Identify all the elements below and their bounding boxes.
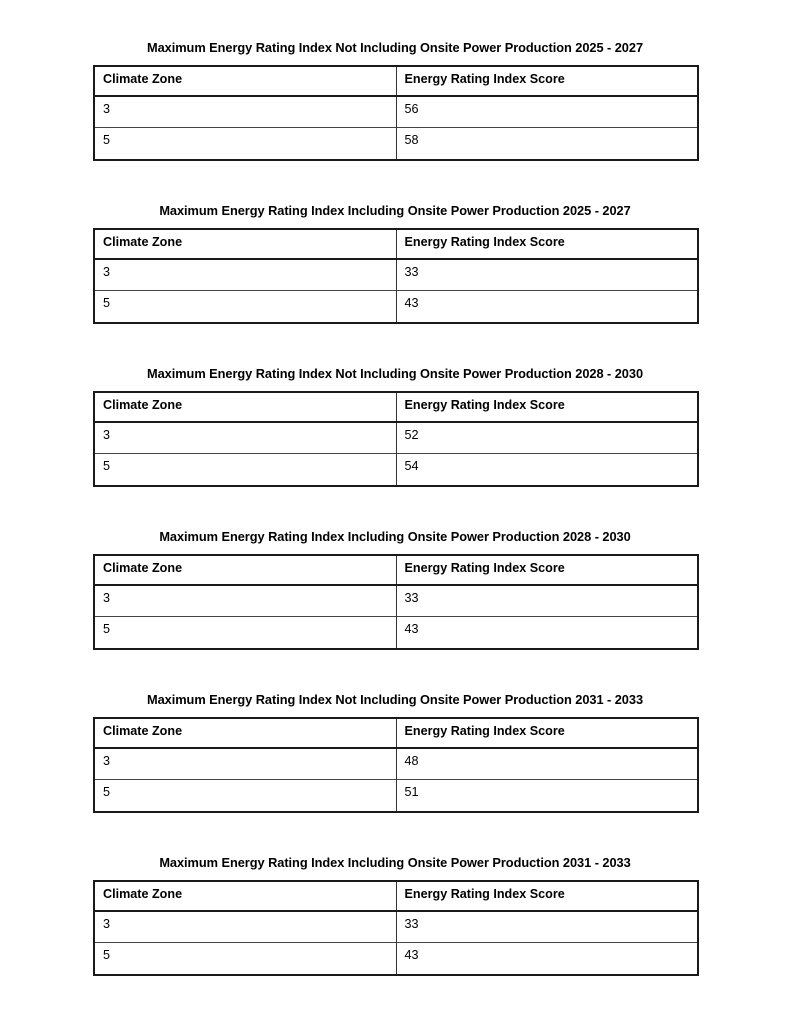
cell-eri-score: 52 (396, 422, 698, 454)
cell-climate-zone: 5 (94, 780, 396, 812)
table-row (94, 96, 698, 128)
cell-eri-score: 51 (396, 780, 698, 812)
table-row (94, 943, 698, 975)
section-title: Maximum Energy Rating Index Including Onsite Power Production 2031 - 2033 (159, 854, 631, 870)
table-row (94, 454, 698, 486)
cell-eri-score: 43 (396, 617, 698, 649)
eri-section (93, 366, 697, 487)
column-header-energy-rating-index-score: Energy Rating Index Score (396, 718, 698, 748)
cell-climate-zone: 3 (103, 753, 111, 768)
section-title: Maximum Energy Rating Index Not Including Onsite Power Production 2031 - 2033 (146, 691, 644, 707)
cell-climate-zone: 5 (94, 128, 396, 160)
table-header-row (94, 392, 698, 422)
section-title: Maximum Energy Rating Index Not Including Onsite Power Production 2028 - 2030 (146, 365, 644, 381)
eri-section (93, 855, 697, 976)
cell-climate-zone: 5 (94, 291, 396, 323)
cell-eri-score: 54 (396, 454, 698, 486)
cell-eri-score: 43 (396, 943, 698, 975)
cell-eri-score: 56 (396, 96, 698, 128)
column-header-climate-zone: Climate Zone (94, 229, 396, 259)
table-header-row (94, 555, 698, 585)
cell-eri-score: 43 (396, 291, 698, 323)
cell-climate-zone: 5 (94, 943, 396, 975)
eri-table (93, 391, 699, 487)
eri-section (93, 40, 697, 161)
table-row (94, 911, 698, 943)
cell-eri-score: 33 (396, 585, 698, 617)
column-header-climate-zone: Climate Zone (94, 718, 396, 748)
cell-climate-zone: 3 (103, 590, 111, 605)
section-title: Maximum Energy Rating Index Including Onsite Power Production 2025 - 2027 (159, 202, 631, 218)
cell-climate-zone: 5 (94, 617, 396, 649)
eri-section (93, 529, 697, 650)
cell-eri-score: 48 (396, 748, 698, 780)
column-header-climate-zone: Climate Zone (94, 66, 396, 96)
eri-table (93, 554, 699, 650)
eri-table (93, 880, 699, 976)
table-header-row (94, 718, 698, 748)
column-header-climate-zone: Climate Zone (94, 881, 396, 911)
table-row (94, 617, 698, 649)
table-row (94, 780, 698, 812)
section-title: Maximum Energy Rating Index Not Including Onsite Power Production 2025 - 2027 (146, 40, 644, 55)
cell-eri-score: 58 (396, 128, 698, 160)
table-row (94, 259, 698, 291)
table-row (94, 128, 698, 160)
section-title: Maximum Energy Rating Index Including Onsite Power Production 2028 - 2030 (159, 528, 631, 544)
column-header-energy-rating-index-score: Energy Rating Index Score (396, 66, 698, 96)
eri-table (93, 228, 699, 324)
column-header-energy-rating-index-score: Energy Rating Index Score (396, 555, 698, 585)
table-header-row (94, 66, 698, 96)
table-row (94, 585, 698, 617)
eri-section (93, 203, 697, 324)
table-header-row (94, 229, 698, 259)
column-header-energy-rating-index-score: Energy Rating Index Score (396, 229, 698, 259)
column-header-energy-rating-index-score: Energy Rating Index Score (396, 392, 698, 422)
cell-climate-zone: 3 (103, 916, 111, 931)
column-header-climate-zone: Climate Zone (94, 555, 396, 585)
eri-section (93, 692, 697, 813)
column-header-climate-zone: Climate Zone (94, 392, 396, 422)
table-row (94, 748, 698, 780)
cell-climate-zone: 3 (103, 101, 111, 116)
cell-climate-zone: 5 (94, 454, 396, 486)
table-row (94, 291, 698, 323)
cell-climate-zone: 3 (103, 427, 111, 442)
cell-eri-score: 33 (396, 911, 698, 943)
table-row (94, 422, 698, 454)
table-header-row (94, 881, 698, 911)
column-header-energy-rating-index-score: Energy Rating Index Score (396, 881, 698, 911)
cell-climate-zone: 3 (103, 264, 111, 279)
eri-table (93, 65, 699, 161)
cell-eri-score: 33 (396, 259, 698, 291)
eri-table (93, 717, 699, 813)
